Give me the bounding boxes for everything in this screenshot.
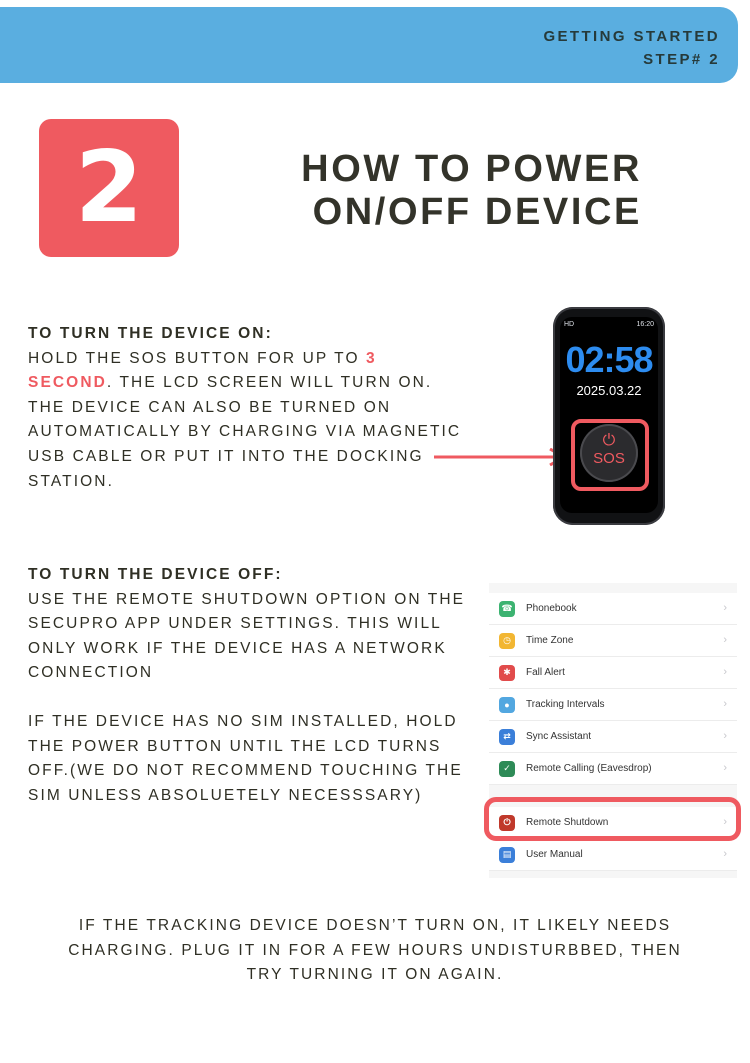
watch-status-time: 16:20 — [636, 321, 654, 328]
tracker-watch-image — [553, 307, 665, 525]
charging-note: IF THE TRACKING DEVICE DOESN’T TURN ON, IT LIKELY NEEDS CHARGING. PLUG IT IN FOR A FEW HOURS UNDISTURBBED, THEN TRY TURNING IT ON AGAIN. — [68, 917, 682, 984]
settings-item-phonebook[interactable] — [489, 593, 737, 625]
settings-item-remote-calling-eavesdrop[interactable] — [489, 753, 737, 785]
settings-item-tracking-intervals[interactable] — [489, 689, 737, 721]
sync-icon: ⇄ — [499, 729, 515, 745]
chevron-right-icon: › — [723, 816, 727, 828]
settings-item-label: Tracking Intervals — [526, 699, 605, 710]
shield-icon: ✓ — [499, 761, 515, 777]
settings-item-label: Phonebook — [526, 603, 577, 614]
chevron-right-icon: › — [723, 698, 727, 710]
no-sim-body: IF THE DEVICE HAS NO SIM INSTALLED, HOLD THE POWER BUTTON UNTIL THE LCD TURNS OFF.(WE DO NOT RECOMMEND TOUCHING THE SIM UNLESS ABSOLUETELY NECESSSARY) — [28, 713, 463, 804]
chevron-right-icon: › — [723, 634, 727, 646]
settings-item-sync-assistant[interactable] — [489, 721, 737, 753]
page-title — [270, 148, 642, 234]
settings-group-1 — [489, 593, 737, 785]
turn-on-duration-highlight: 3 SECOND — [28, 349, 377, 392]
turn-off-body: USE THE REMOTE SHUTDOWN OPTION ON THE SECUPRO APP UNDER SETTINGS. THIS WILL ONLY WORK IF THE DEVICE HAS A NETWORK CONNECTION — [28, 590, 466, 682]
power-icon: ⏻ — [602, 432, 616, 449]
power-icon: ⏻ — [499, 815, 515, 831]
settings-item-label: Time Zone — [526, 635, 574, 646]
chevron-right-icon: › — [723, 730, 727, 742]
settings-item-label: Fall Alert — [526, 667, 565, 678]
step-number: 2 — [74, 131, 144, 245]
chevron-right-icon: › — [723, 848, 727, 860]
settings-item-user-manual[interactable] — [489, 839, 737, 871]
drop-icon: ● — [499, 697, 515, 713]
turn-on-text-start: HOLD THE SOS BUTTON FOR UP TO — [28, 349, 367, 367]
title-line-1: HOW TO POWER — [301, 148, 642, 190]
phonebook-icon: ☎ — [499, 601, 515, 617]
watch-time: 02:58 — [565, 339, 653, 380]
no-sim-instructions — [28, 710, 478, 808]
settings-item-label: Remote Calling (Eavesdrop) — [526, 763, 652, 774]
clock-icon: ◷ — [499, 633, 515, 649]
settings-item-label: Remote Shutdown — [526, 817, 609, 828]
chevron-right-icon: › — [723, 762, 727, 774]
watch-date: 2025.03.22 — [576, 383, 642, 398]
turn-on-body — [28, 347, 468, 495]
fall-alert-icon: ✱ — [499, 665, 515, 681]
watch-status-bar — [564, 321, 654, 328]
watch-signal-indicator: HD — [564, 321, 575, 328]
banner-step-label: STEP# 2 — [643, 51, 720, 68]
step-number-badge — [39, 119, 179, 257]
title-line-2: ON/OFF DEVICE — [312, 191, 642, 233]
remote-shutdown-highlight — [484, 797, 741, 841]
book-icon: ▤ — [499, 847, 515, 863]
settings-item-fall-alert[interactable] — [489, 657, 737, 689]
chevron-right-icon: › — [723, 666, 727, 678]
turn-on-heading: TO TURN THE DEVICE ON: — [28, 325, 273, 342]
settings-item-time-zone[interactable] — [489, 625, 737, 657]
header-banner — [0, 7, 738, 83]
turn-on-text-end: . THE LCD SCREEN WILL TURN ON. THE DEVICE CAN ALSO BE TURNED ON AUTOMATICALLY BY CHARGING VIA MAGNETIC USB CABLE OR PUT IT INTO THE DOCKING STATION. — [28, 374, 462, 490]
sos-button-highlight — [571, 419, 649, 491]
settings-item-label: User Manual — [526, 849, 583, 860]
settings-item-label: Sync Assistant — [526, 731, 592, 742]
banner-section-label: GETTING STARTED — [543, 28, 720, 45]
chevron-right-icon: › — [723, 602, 727, 614]
turn-off-heading: TO TURN THE DEVICE OFF: — [28, 566, 283, 583]
turn-off-instructions — [28, 563, 478, 686]
sos-label: SOS — [593, 450, 625, 467]
banner-text — [543, 25, 720, 71]
turn-on-instructions — [28, 322, 468, 494]
